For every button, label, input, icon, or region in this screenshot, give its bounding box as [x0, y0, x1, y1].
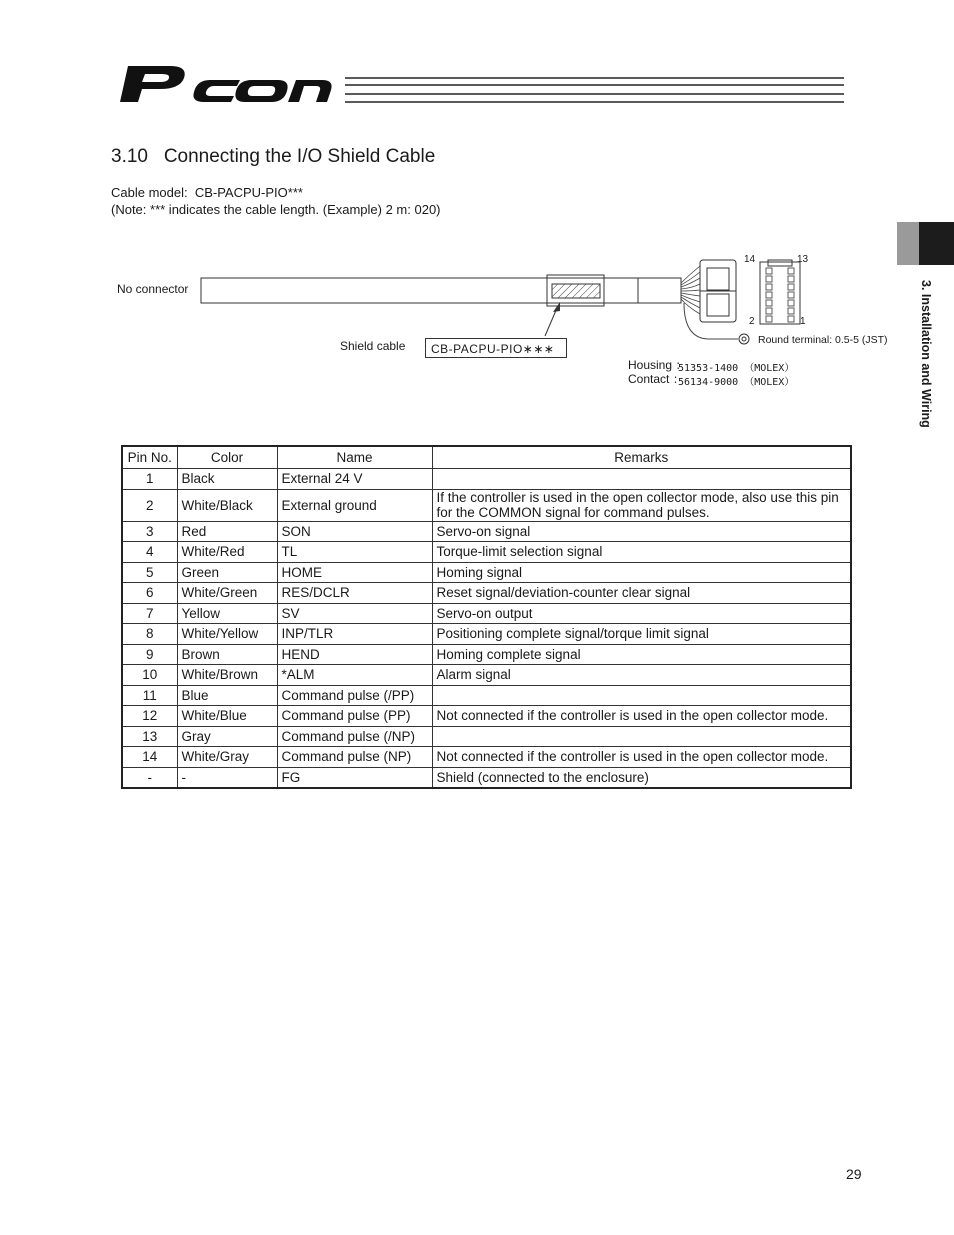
cell-color: Brown [177, 644, 277, 665]
pin-assignment-table [121, 445, 852, 789]
fg-wire [684, 303, 738, 339]
table-row [122, 603, 851, 624]
cell-pin-no: 4 [122, 542, 177, 563]
cable-code-box: CB-PACPU-PIO∗∗∗ [425, 338, 567, 358]
table-row [122, 542, 851, 563]
round-terminal-label: Round terminal: 0.5-5 (JST) [758, 334, 888, 346]
cell-color: White/Green [177, 583, 277, 604]
connector-pins [766, 268, 794, 322]
cell-remarks [432, 726, 851, 747]
section-title: 3.10 Connecting the I/O Shield Cable [111, 146, 436, 167]
cell-remarks: If the controller is used in the open collector mode, also use this pin for the COMMON signal for command pulses. [432, 489, 851, 521]
cell-remarks: Not connected if the controller is used in the open collector mode. [432, 747, 851, 768]
header-color: Color [177, 446, 277, 469]
table-row [122, 489, 851, 521]
contact-label: Contact ： [628, 372, 685, 386]
cell-remarks: Servo-on output [432, 603, 851, 624]
pin-13-label: 13 [797, 254, 809, 265]
cable-model-text: Cable model: CB-PACPU-PIO*** [111, 185, 303, 200]
table-row [122, 767, 851, 788]
table-row [122, 726, 851, 747]
header-name: Name [277, 446, 432, 469]
cell-name: INP/TLR [277, 624, 432, 645]
cell-name: Command pulse (NP) [277, 747, 432, 768]
shield-cable-label: Shield cable [340, 339, 406, 353]
cable-diagram [0, 240, 954, 400]
table-row [122, 469, 851, 490]
cell-color: White/Red [177, 542, 277, 563]
round-terminal-ring [739, 334, 749, 344]
header-pin-no: Pin No. [122, 446, 177, 469]
cell-remarks: Servo-on signal [432, 521, 851, 542]
cell-name: Command pulse (/NP) [277, 726, 432, 747]
cell-color: Black [177, 469, 277, 490]
table-row [122, 706, 851, 727]
cell-name: Command pulse (/PP) [277, 685, 432, 706]
cell-name: *ALM [277, 665, 432, 686]
cell-name: External ground [277, 489, 432, 521]
contact-part-number: 56134-9000 （MOLEX） [678, 377, 795, 388]
header-rule [345, 76, 845, 106]
cell-name: RES/DCLR [277, 583, 432, 604]
cell-name: SON [277, 521, 432, 542]
cell-pin-no: 14 [122, 747, 177, 768]
table-row [122, 583, 851, 604]
cell-pin-no: - [122, 767, 177, 788]
cell-pin-no: 5 [122, 562, 177, 583]
chapter-side-label: 3. Installation and Wiring [919, 280, 933, 428]
chapter-tab-gray [897, 222, 919, 265]
pin-2-label: 2 [749, 316, 755, 327]
cell-color: Yellow [177, 603, 277, 624]
cell-color: White/Brown [177, 665, 277, 686]
cell-name: TL [277, 542, 432, 563]
cell-color: Red [177, 521, 277, 542]
cell-color: White/Yellow [177, 624, 277, 645]
cell-pin-no: 11 [122, 685, 177, 706]
cell-pin-no: 13 [122, 726, 177, 747]
cell-color: Blue [177, 685, 277, 706]
cell-name: HOME [277, 562, 432, 583]
cell-name: FG [277, 767, 432, 788]
cell-pin-no: 12 [122, 706, 177, 727]
cell-remarks [432, 469, 851, 490]
cell-color: White/Blue [177, 706, 277, 727]
cell-remarks: Reset signal/deviation-counter clear signal [432, 583, 851, 604]
table-header-row [122, 446, 851, 469]
cell-name: External 24 V [277, 469, 432, 490]
cell-pin-no: 1 [122, 469, 177, 490]
page-number: 29 [846, 1166, 862, 1182]
no-connector-label: No connector [117, 282, 189, 296]
cell-name: SV [277, 603, 432, 624]
cell-color: Green [177, 562, 277, 583]
cell-color: Gray [177, 726, 277, 747]
cell-remarks: Alarm signal [432, 665, 851, 686]
chapter-tab-dark [919, 222, 954, 265]
pcon-logo [118, 62, 343, 106]
table-row [122, 521, 851, 542]
cell-remarks: Homing complete signal [432, 644, 851, 665]
table-row [122, 562, 851, 583]
header-remarks: Remarks [432, 446, 851, 469]
cell-remarks: Homing signal [432, 562, 851, 583]
cell-remarks: Shield (connected to the enclosure) [432, 767, 851, 788]
cell-pin-no: 8 [122, 624, 177, 645]
cell-pin-no: 9 [122, 644, 177, 665]
housing-label: Housing ： [628, 358, 688, 372]
cell-color: White/Black [177, 489, 277, 521]
cell-pin-no: 7 [122, 603, 177, 624]
cell-remarks: Positioning complete signal/torque limit signal [432, 624, 851, 645]
cell-name: HEND [277, 644, 432, 665]
cell-remarks [432, 685, 851, 706]
pin-14-label: 14 [744, 254, 756, 265]
cable-length-note: (Note: *** indicates the cable length. (Example) 2 m: 020) [111, 202, 441, 217]
cell-color: White/Gray [177, 747, 277, 768]
shield-arrow-line [545, 308, 557, 336]
housing-part-number: 51353-1400 （MOLEX） [678, 363, 795, 374]
cell-remarks: Not connected if the controller is used in the open collector mode. [432, 706, 851, 727]
cell-pin-no: 2 [122, 489, 177, 521]
cell-pin-no: 3 [122, 521, 177, 542]
table-row [122, 685, 851, 706]
table-row [122, 644, 851, 665]
cell-color: - [177, 767, 277, 788]
cell-remarks: Torque-limit selection signal [432, 542, 851, 563]
table-row [122, 665, 851, 686]
shield-hatch [552, 284, 600, 298]
cell-pin-no: 6 [122, 583, 177, 604]
cell-pin-no: 10 [122, 665, 177, 686]
table-row [122, 747, 851, 768]
pin-1-label: 1 [800, 316, 806, 327]
cell-name: Command pulse (PP) [277, 706, 432, 727]
table-row [122, 624, 851, 645]
cable-body [201, 278, 681, 303]
